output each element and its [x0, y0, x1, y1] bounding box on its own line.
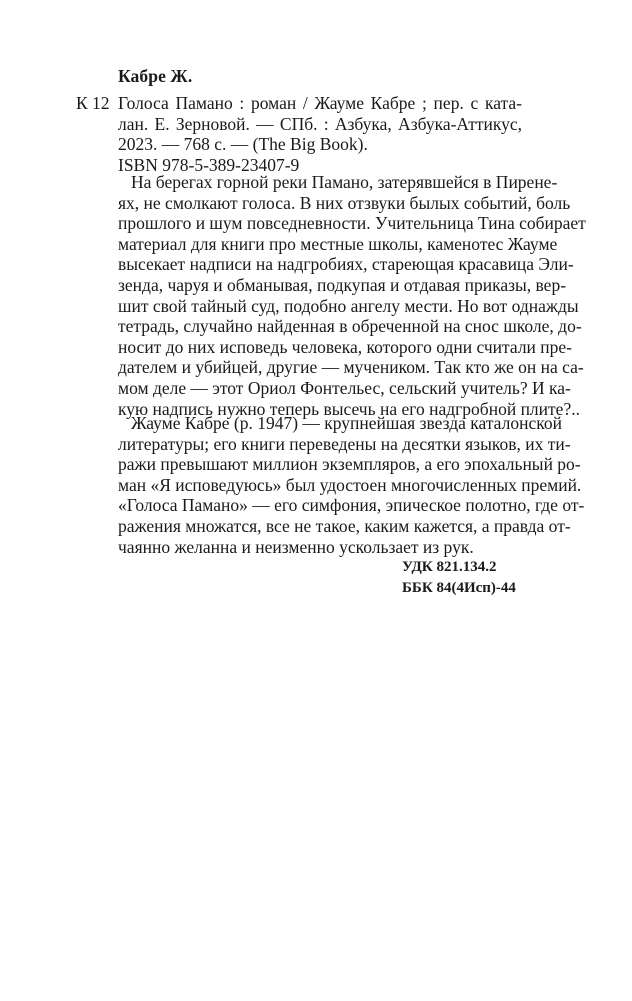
annotation-line: дателем и убийцей, другие — мучеником. Так кто же он на са-: [118, 357, 584, 378]
annotation-line: зенда, чаруя и обманывая, подкупая и отдавая приказы, вер-: [118, 274, 567, 295]
bio-line: литературы; его книги переведены на десятки языков, их ти-: [118, 433, 571, 454]
bio-line: «Голоса Памано» — его симфония, эпическое полотно, где от-: [118, 495, 585, 516]
bio-line: ман «Я исповедуюсь» был удостоен многочисленных премий.: [118, 474, 582, 495]
author-heading: Кабре Ж.: [118, 66, 193, 86]
bibliographic-description: [118, 93, 522, 175]
udk-code: УДК 821.134.2: [402, 559, 497, 575]
author-bio-paragraph: [118, 413, 585, 557]
annotation-line: материал для книги про местные школы, каменотес Жауме: [118, 233, 558, 254]
bio-line: чаянно желанна и неизменно ускользает из рук.: [118, 536, 474, 557]
annotation-line: мом деле — этот Ориол Фонтельес, сельский учитель? И ка-: [118, 377, 571, 398]
annotation-line: тетрадь, случайно найденная в обреченной на снос школе, до-: [118, 316, 582, 337]
isbn: ISBN 978-5-389-23407-9: [118, 154, 300, 175]
annotation-paragraph: [118, 172, 586, 419]
annotation-line: высекает надписи на надгробиях, стареющая красавица Эли-: [118, 254, 574, 275]
annotation-line: прошлого и шум повседневности. Учительница Тина собирает: [118, 213, 586, 234]
annotation-line: ях, не смолкают голоса. В них отзвуки былых событий, боль: [118, 192, 571, 213]
annotation-line: кую надпись нужно теперь высечь на его надгробной плите?..: [118, 398, 580, 419]
annotation-line: носит до них исповедь человека, которого одни считали пре-: [118, 336, 573, 357]
bio-line: ражения множатся, все не такое, каким кажется, а правда от-: [118, 515, 571, 536]
bbk-code: ББК 84(4Исп)-44: [402, 580, 516, 596]
author-sign-code: К 12: [76, 93, 110, 113]
bio-line: Жауме Кабре (р. 1947) — крупнейшая звезда каталонской: [131, 413, 562, 433]
bibliographic-line: 2023. — 768 с. — (The Big Book).: [118, 134, 368, 155]
annotation-line: шит свой тайный суд, подобно ангелу мести. Но вот однажды: [118, 295, 579, 316]
bibliographic-line: лан. Е. Зерновой. — СПб. : Азбука, Азбука-Аттикус,: [118, 113, 522, 134]
bibliographic-line: Голоса Памано : роман / Жауме Кабре ; пер. с ката-: [118, 93, 522, 113]
annotation-line: На берегах горной реки Памано, затерявшейся в Пирене-: [131, 172, 558, 192]
bio-line: ражи превышают миллион экземпляров, а его эпохальный ро-: [118, 454, 581, 475]
